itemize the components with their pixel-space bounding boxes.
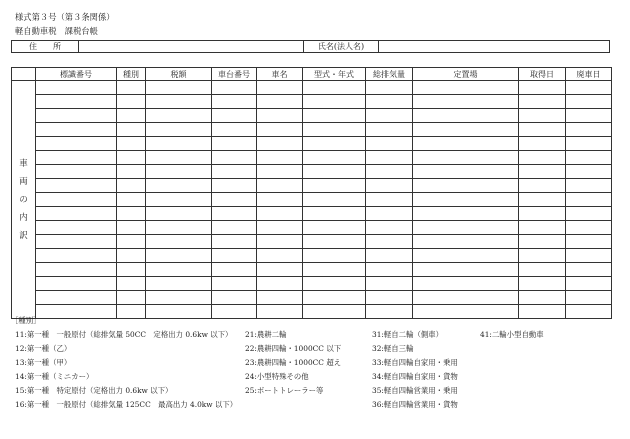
table-cell[interactable]: [519, 165, 566, 179]
table-cell[interactable]: [303, 263, 366, 277]
table-cell[interactable]: [36, 151, 117, 165]
table-row: [12, 81, 612, 95]
table-cell[interactable]: [303, 305, 366, 319]
table-cell[interactable]: [566, 305, 612, 319]
form-number: 様式第３号（第３条関係）: [15, 12, 115, 22]
table-cell[interactable]: [36, 207, 117, 221]
legend-item: 14:第一種（ミニカー）: [15, 372, 94, 381]
table-cell[interactable]: [146, 137, 212, 151]
table-cell[interactable]: [257, 193, 303, 207]
table-cell[interactable]: [366, 277, 413, 291]
table-cell[interactable]: [36, 249, 117, 263]
side-label-char: の: [19, 194, 28, 205]
table-cell[interactable]: [566, 165, 612, 179]
table-cell[interactable]: [413, 277, 519, 291]
table-cell[interactable]: [257, 81, 303, 95]
table-cell[interactable]: [413, 221, 519, 235]
table-cell[interactable]: [366, 263, 413, 277]
table-cell[interactable]: [117, 95, 146, 109]
table-cell[interactable]: [117, 179, 146, 193]
table-cell[interactable]: [257, 235, 303, 249]
legend-item: 34:軽自四輪自家用・貨物: [372, 372, 458, 381]
table-cell[interactable]: [36, 137, 117, 151]
table-cell[interactable]: [303, 137, 366, 151]
table-cell[interactable]: [146, 95, 212, 109]
table-cell[interactable]: [146, 291, 212, 305]
col-header: 車台番号: [212, 68, 257, 81]
table-cell[interactable]: [303, 95, 366, 109]
table-cell[interactable]: [303, 291, 366, 305]
table-cell[interactable]: [519, 151, 566, 165]
table-cell[interactable]: [366, 109, 413, 123]
table-cell[interactable]: [36, 263, 117, 277]
side-label-char: 車: [19, 158, 28, 169]
table-cell[interactable]: [366, 81, 413, 95]
table-cell[interactable]: [146, 165, 212, 179]
table-row: [12, 305, 612, 319]
table-cell[interactable]: [212, 277, 257, 291]
vehicle-table: [11, 67, 612, 319]
table-cell[interactable]: [212, 95, 257, 109]
col-header: 標識番号: [36, 68, 117, 81]
table-cell[interactable]: [257, 179, 303, 193]
table-cell[interactable]: [366, 305, 413, 319]
table-cell[interactable]: [566, 137, 612, 151]
table-cell[interactable]: [413, 123, 519, 137]
table-cell[interactable]: [146, 305, 212, 319]
table-cell[interactable]: [212, 221, 257, 235]
side-label-char: 内: [19, 212, 28, 223]
legend-item: 36:軽自四輪営業用・貨物: [372, 400, 458, 409]
side-header-cell: [12, 68, 36, 81]
table-cell[interactable]: [146, 193, 212, 207]
table-cell[interactable]: [413, 81, 519, 95]
table-cell[interactable]: [413, 263, 519, 277]
table-cell[interactable]: [519, 95, 566, 109]
legend-item: 35:軽自四輪営業用・乗用: [372, 386, 458, 395]
table-cell[interactable]: [36, 235, 117, 249]
table-row: [12, 291, 612, 305]
table-row: [12, 179, 612, 193]
table-cell[interactable]: [257, 221, 303, 235]
table-header-row: [12, 68, 612, 81]
address-field[interactable]: [79, 41, 304, 53]
vehicle-details-side-label: [12, 81, 36, 319]
table-cell[interactable]: [566, 277, 612, 291]
table-cell[interactable]: [519, 249, 566, 263]
table-cell[interactable]: [303, 81, 366, 95]
table-cell[interactable]: [366, 137, 413, 151]
legend-item: 23:農耕四輪・1000CC 超え: [245, 358, 342, 367]
table-cell[interactable]: [36, 291, 117, 305]
table-cell[interactable]: [212, 193, 257, 207]
table-cell[interactable]: [366, 95, 413, 109]
table-cell[interactable]: [303, 235, 366, 249]
table-cell[interactable]: [257, 165, 303, 179]
col-header: 税額: [146, 68, 212, 81]
table-cell[interactable]: [36, 221, 117, 235]
legend-item: 31:軽自二輪（側車）: [372, 330, 444, 339]
table-cell[interactable]: [212, 151, 257, 165]
legend-item: 21:農耕二輪: [245, 330, 287, 339]
table-cell[interactable]: [566, 221, 612, 235]
col-header: 廃車日: [566, 68, 612, 81]
table-cell[interactable]: [366, 179, 413, 193]
side-label-char: 両: [19, 176, 28, 187]
table-cell[interactable]: [36, 109, 117, 123]
table-cell[interactable]: [36, 179, 117, 193]
table-row: [12, 221, 612, 235]
table-cell[interactable]: [303, 123, 366, 137]
col-header: 定置場: [413, 68, 519, 81]
table-cell[interactable]: [303, 165, 366, 179]
table-cell[interactable]: [212, 137, 257, 151]
table-cell[interactable]: [366, 193, 413, 207]
table-cell[interactable]: [257, 207, 303, 221]
table-cell[interactable]: [117, 291, 146, 305]
table-cell[interactable]: [36, 305, 117, 319]
table-cell[interactable]: [519, 179, 566, 193]
table-cell[interactable]: [146, 263, 212, 277]
col-header: 型式・年式: [303, 68, 366, 81]
table-cell[interactable]: [413, 291, 519, 305]
table-cell[interactable]: [303, 109, 366, 123]
table-cell[interactable]: [212, 109, 257, 123]
table-cell[interactable]: [413, 179, 519, 193]
table-cell[interactable]: [413, 165, 519, 179]
table-cell[interactable]: [257, 277, 303, 291]
table-cell[interactable]: [519, 109, 566, 123]
table-cell[interactable]: [257, 151, 303, 165]
table-cell[interactable]: [519, 305, 566, 319]
table-cell[interactable]: [257, 123, 303, 137]
table-cell[interactable]: [566, 291, 612, 305]
table-cell[interactable]: [413, 305, 519, 319]
table-cell[interactable]: [117, 221, 146, 235]
table-cell[interactable]: [519, 263, 566, 277]
owner-header-table: [11, 40, 610, 53]
table-cell[interactable]: [366, 165, 413, 179]
table-cell[interactable]: [36, 165, 117, 179]
table-cell[interactable]: [117, 151, 146, 165]
legend-item: 24:小型特殊その他: [245, 372, 309, 381]
table-cell[interactable]: [366, 235, 413, 249]
table-cell[interactable]: [146, 221, 212, 235]
table-cell[interactable]: [303, 193, 366, 207]
legend-item: 41:二輪小型自動車: [480, 330, 544, 339]
table-cell[interactable]: [212, 291, 257, 305]
table-row: [12, 207, 612, 221]
table-cell[interactable]: [212, 179, 257, 193]
side-label-char: 訳: [19, 230, 28, 241]
legend-item: 33:軽自四輪自家用・乗用: [372, 358, 458, 367]
table-cell[interactable]: [257, 109, 303, 123]
table-cell[interactable]: [413, 235, 519, 249]
table-row: [12, 109, 612, 123]
table-cell[interactable]: [566, 109, 612, 123]
legend-item: 15:第一種 特定原付（定格出力 0.6kw 以下）: [15, 386, 173, 395]
table-cell[interactable]: [303, 151, 366, 165]
table-cell[interactable]: [146, 277, 212, 291]
table-cell[interactable]: [566, 81, 612, 95]
table-row: [12, 193, 612, 207]
table-cell[interactable]: [117, 263, 146, 277]
table-cell[interactable]: [366, 151, 413, 165]
table-cell[interactable]: [519, 277, 566, 291]
table-cell[interactable]: [117, 81, 146, 95]
table-cell[interactable]: [413, 151, 519, 165]
table-cell[interactable]: [366, 123, 413, 137]
table-cell[interactable]: [413, 137, 519, 151]
table-cell[interactable]: [519, 291, 566, 305]
legend-item: 25:ボートトレーラー等: [245, 386, 324, 395]
table-cell[interactable]: [366, 291, 413, 305]
name-label: 氏名(法人名): [304, 41, 379, 53]
table-cell[interactable]: [366, 207, 413, 221]
legend-item: 12:第一種（乙）: [15, 344, 72, 353]
table-cell[interactable]: [212, 235, 257, 249]
table-cell[interactable]: [413, 193, 519, 207]
table-cell[interactable]: [303, 249, 366, 263]
table-cell[interactable]: [566, 235, 612, 249]
table-cell[interactable]: [566, 123, 612, 137]
table-cell[interactable]: [519, 207, 566, 221]
table-cell[interactable]: [212, 249, 257, 263]
table-cell[interactable]: [413, 207, 519, 221]
table-cell[interactable]: [36, 95, 117, 109]
legend-item: 11:第一種 一般原付（総排気量 50CC 定格出力 0.6kw 以下）: [15, 330, 233, 339]
address-label: 住 所: [12, 41, 79, 53]
table-cell[interactable]: [212, 305, 257, 319]
form-title: 軽自動車税 課税台帳: [15, 26, 98, 36]
table-cell[interactable]: [212, 123, 257, 137]
table-cell[interactable]: [117, 165, 146, 179]
table-cell[interactable]: [212, 207, 257, 221]
table-cell[interactable]: [146, 109, 212, 123]
table-row: [12, 263, 612, 277]
table-cell[interactable]: [519, 221, 566, 235]
table-cell[interactable]: [519, 193, 566, 207]
table-row: [12, 123, 612, 137]
table-cell[interactable]: [566, 95, 612, 109]
table-cell[interactable]: [257, 305, 303, 319]
table-cell[interactable]: [117, 235, 146, 249]
table-row: [12, 95, 612, 109]
table-row: [12, 151, 612, 165]
table-cell[interactable]: [212, 263, 257, 277]
table-cell[interactable]: [303, 207, 366, 221]
table-cell[interactable]: [117, 207, 146, 221]
table-cell[interactable]: [566, 193, 612, 207]
table-row: [12, 165, 612, 179]
table-cell[interactable]: [117, 249, 146, 263]
col-header: 車名: [257, 68, 303, 81]
table-cell[interactable]: [257, 137, 303, 151]
table-cell[interactable]: [519, 137, 566, 151]
table-cell[interactable]: [566, 263, 612, 277]
table-row: [12, 235, 612, 249]
table-cell[interactable]: [146, 151, 212, 165]
table-cell[interactable]: [36, 277, 117, 291]
table-cell[interactable]: [146, 235, 212, 249]
table-cell[interactable]: [257, 95, 303, 109]
table-cell[interactable]: [566, 249, 612, 263]
table-cell[interactable]: [146, 123, 212, 137]
table-cell[interactable]: [36, 123, 117, 137]
table-cell[interactable]: [519, 81, 566, 95]
table-cell[interactable]: [366, 249, 413, 263]
table-cell[interactable]: [413, 109, 519, 123]
table-row: [12, 249, 612, 263]
table-cell[interactable]: [117, 109, 146, 123]
table-cell[interactable]: [519, 123, 566, 137]
table-cell[interactable]: [117, 137, 146, 151]
name-field[interactable]: [379, 41, 610, 53]
col-header: 取得日: [519, 68, 566, 81]
table-cell[interactable]: [566, 179, 612, 193]
table-cell[interactable]: [146, 81, 212, 95]
legend-item: 22:農耕四輪・1000CC 以下: [245, 344, 342, 353]
legend-item: 32:軽自三輪: [372, 344, 414, 353]
table-cell[interactable]: [117, 193, 146, 207]
table-cell[interactable]: [146, 179, 212, 193]
table-cell[interactable]: [566, 207, 612, 221]
table-cell[interactable]: [212, 165, 257, 179]
table-cell[interactable]: [303, 221, 366, 235]
legend-item: 16:第一種 一般原付（総排気量 125CC 最高出力 4.0kw 以下）: [15, 400, 238, 409]
col-header: 総排気量: [366, 68, 413, 81]
table-row: [12, 137, 612, 151]
table-cell[interactable]: [212, 81, 257, 95]
table-cell[interactable]: [413, 249, 519, 263]
table-row: [12, 277, 612, 291]
table-cell[interactable]: [303, 179, 366, 193]
table-cell[interactable]: [566, 151, 612, 165]
table-cell[interactable]: [36, 81, 117, 95]
legend-title: ［種別］: [11, 316, 41, 325]
table-cell[interactable]: [146, 249, 212, 263]
table-cell[interactable]: [366, 221, 413, 235]
table-cell[interactable]: [413, 95, 519, 109]
table-cell[interactable]: [257, 291, 303, 305]
table-cell[interactable]: [257, 249, 303, 263]
col-header: 種別: [117, 68, 146, 81]
legend-item: 13:第一種（甲）: [15, 358, 72, 367]
table-cell[interactable]: [257, 263, 303, 277]
table-cell[interactable]: [36, 193, 117, 207]
table-cell[interactable]: [519, 235, 566, 249]
table-cell[interactable]: [117, 305, 146, 319]
table-cell[interactable]: [146, 207, 212, 221]
table-cell[interactable]: [117, 123, 146, 137]
table-cell[interactable]: [303, 277, 366, 291]
table-cell[interactable]: [117, 277, 146, 291]
